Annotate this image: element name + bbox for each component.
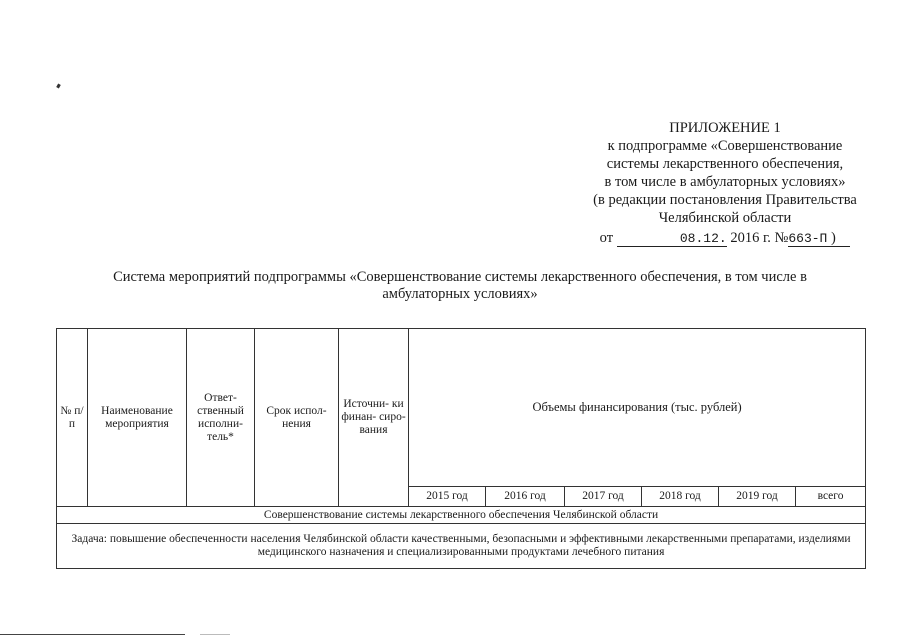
measures-table bbox=[56, 328, 866, 569]
title-line-1: Система мероприятий подпрограммы «Совершенствование системы лекарственного обеспечения, в том числе в bbox=[113, 269, 807, 285]
year-2017: 2017 год bbox=[565, 487, 642, 507]
header-volumes: Объемы финансирования (тыс. рублей) bbox=[409, 329, 866, 487]
footnote-divider bbox=[0, 634, 185, 635]
appendix-date-line bbox=[560, 229, 890, 247]
date-prefix: от bbox=[599, 230, 614, 246]
year-total: всего bbox=[796, 487, 866, 507]
header-name: Наименование мероприятия bbox=[88, 329, 187, 507]
year-2016: 2016 год bbox=[486, 487, 565, 507]
year-2018: 2018 год bbox=[642, 487, 719, 507]
appendix-line: системы лекарственного обеспечения, bbox=[606, 156, 844, 172]
header-number: № п/п bbox=[57, 329, 88, 507]
footnote-divider-faint bbox=[200, 634, 230, 635]
document-title bbox=[80, 269, 840, 303]
appendix-line: Челябинской области bbox=[658, 210, 792, 226]
header-responsible: Ответ- ственный исполни- тель* bbox=[187, 329, 255, 507]
year-2019: 2019 год bbox=[719, 487, 796, 507]
title-line-2: амбулаторных условиях» bbox=[382, 286, 538, 302]
date-value: 08.12. bbox=[679, 231, 727, 246]
appendix-line: (в редакции постановления Правительства bbox=[593, 192, 857, 208]
closing-paren: ) bbox=[830, 230, 836, 246]
task-row: Задача: повышение обеспеченности населения Челябинской области качественными, безопасными и эффективными лекарственными препаратами, изделиями медицинского назначения и специализированными продуктами лечебного питания bbox=[57, 524, 866, 569]
appendix-block bbox=[560, 119, 890, 247]
year-2015: 2015 год bbox=[409, 487, 486, 507]
year-text: 2016 г. № bbox=[730, 230, 789, 246]
header-term: Срок испол- нения bbox=[255, 329, 339, 507]
section-title: Совершенствование системы лекарственного обеспечения Челябинской области bbox=[57, 507, 866, 524]
appendix-line: ПРИЛОЖЕНИЕ 1 bbox=[669, 120, 781, 136]
number-value: 663-П bbox=[788, 231, 828, 246]
header-source: Источни- ки финан- сиро- вания bbox=[339, 329, 409, 507]
appendix-line: в том числе в амбулаторных условиях» bbox=[604, 174, 846, 190]
date-field bbox=[617, 231, 727, 247]
stray-mark bbox=[56, 84, 61, 89]
number-field bbox=[788, 231, 850, 247]
appendix-line: к подпрограмме «Совершенствование bbox=[607, 138, 843, 154]
